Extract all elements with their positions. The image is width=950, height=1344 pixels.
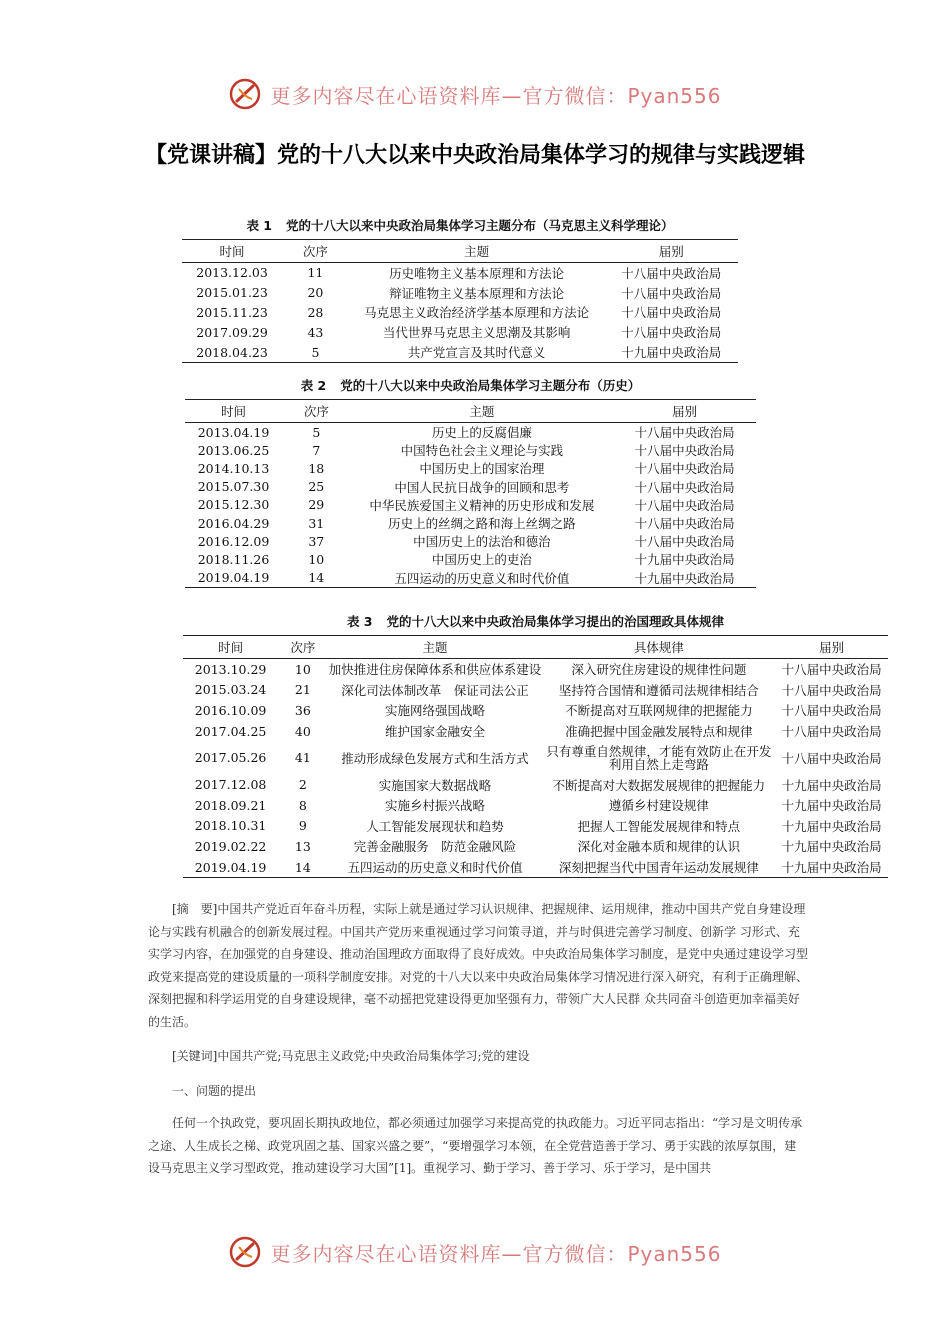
table-row bbox=[182, 283, 738, 303]
cell-term: 十八届中央政治局 bbox=[634, 479, 735, 495]
table-row bbox=[185, 441, 756, 459]
cell-time: 2015.03.24 bbox=[194, 682, 267, 698]
cell-order: 37 bbox=[308, 533, 325, 549]
cell-term: 十九届中央政治局 bbox=[781, 798, 882, 814]
cell-time: 2015.01.23 bbox=[196, 285, 268, 301]
cell-rule: 深化对金融本质和规律的认识 bbox=[577, 839, 741, 855]
table-row bbox=[185, 514, 756, 532]
col-header-order: 次序 bbox=[282, 400, 351, 423]
table-row bbox=[183, 741, 888, 774]
cell-topic: 共产党宣言及其时代意义 bbox=[349, 342, 605, 362]
cell-term: 十八届中央政治局 bbox=[634, 516, 735, 532]
section-1-heading: 一、问题的提出 bbox=[172, 1084, 257, 1098]
cell-topic: 维护国家金融安全 bbox=[385, 724, 486, 740]
table-3-title: 党的十八大以来中央政治局集体学习提出的治国理政具体规律 bbox=[386, 614, 725, 629]
table-header-row bbox=[185, 400, 756, 423]
table-3-caption bbox=[183, 612, 888, 630]
cell-time: 2018.04.23 bbox=[182, 342, 282, 362]
table-row bbox=[183, 816, 888, 837]
cell-term: 十八届中央政治局 bbox=[634, 497, 735, 513]
cell-term: 十八届中央政治局 bbox=[634, 443, 735, 459]
cell-rule: 准确把握中国金融发展特点和规律 bbox=[565, 724, 753, 740]
document-title: 【党课讲稿】党的十八大以来中央政治局集体学习的规律与实践逻辑 bbox=[144, 143, 805, 168]
watermark-text: 更多内容尽在心语资料库—官方微信：Pyan556 bbox=[270, 83, 722, 108]
paragraph bbox=[148, 1112, 808, 1180]
table-row bbox=[183, 659, 888, 680]
cell-time: 2018.09.21 bbox=[194, 797, 267, 813]
cell-term: 十八届中央政治局 bbox=[781, 662, 882, 678]
cell-topic: 实施乡村振兴战略 bbox=[385, 798, 486, 814]
cell-topic: 实施国家大数据战略 bbox=[378, 777, 492, 793]
table-header-row bbox=[183, 636, 888, 659]
cell-term: 十八届中央政治局 bbox=[634, 461, 735, 477]
cell-rule: 不断提高对大数据发展规律的把握能力 bbox=[552, 777, 766, 793]
cell-term: 十八届中央政治局 bbox=[781, 703, 882, 719]
abstract-text: [摘 要]中国共产党近百年奋斗历程，实际上就是通过学习认识规律、把握规律、运用规律，推动中国共产党自身建设理论与实践有机融合的创新发展过程。中国共产党历来重视通过学习问策寻道，并与时俱进完善学习制度、创新学 习形式、充实学习内容，在加强党的自身建设、推动治国理政方面取得了良好成效。中央政治局集体学习制度，是党中央通过建设学习型政党来提高党的建设质量的一项科学制度安排。对党的十八大以来中央政治局集体学习情况进行深入研究，有利于正确理解、深刻把握和科学运用党的自身建设规律，毫不动摇把党建设得更加坚强有力，带领广大人民群 众共同奋斗创造更加幸福美好的生活。 bbox=[148, 902, 809, 1029]
cell-topic: 加快推进住房保障体系和供应体系建设 bbox=[328, 662, 542, 678]
col-header-time: 时间 bbox=[185, 400, 282, 423]
cell-time: 2017.12.08 bbox=[194, 777, 267, 793]
table-2-number: 表 2 bbox=[300, 378, 327, 393]
cell-topic: 历史上的丝绸之路和海上丝绸之路 bbox=[388, 516, 576, 532]
cell-time: 2016.04.29 bbox=[197, 515, 270, 531]
cell-rule: 不断提高对互联网规律的把握能力 bbox=[565, 703, 753, 719]
cell-topic: 中国历史上的国家治理 bbox=[419, 461, 545, 477]
cell-time: 2016.12.09 bbox=[197, 533, 270, 549]
col-header-term: 届别 bbox=[605, 240, 738, 263]
cell-topic: 辩证唯物主义基本原理和方法论 bbox=[389, 285, 565, 301]
watermark-header bbox=[0, 74, 950, 114]
watermark-footer bbox=[0, 1232, 950, 1272]
cell-term: 十八届中央政治局 bbox=[621, 265, 722, 281]
cell-order: 13 bbox=[294, 838, 311, 854]
cell-order: 29 bbox=[308, 497, 325, 513]
cell-time: 2019.02.22 bbox=[194, 838, 267, 854]
cell-time: 2013.12.03 bbox=[196, 265, 268, 281]
table-row bbox=[183, 836, 888, 857]
col-header-rule: 具体规律 bbox=[543, 636, 776, 659]
cell-order: 10 bbox=[294, 661, 311, 677]
cell-time: 2013.10.29 bbox=[194, 661, 267, 677]
cell-term: 十八届中央政治局 bbox=[634, 425, 735, 441]
cell-rule: 只有尊重自然规律，才能有效防止在开发利用自然上走弯路 bbox=[546, 743, 772, 772]
cell-term: 十九届中央政治局 bbox=[781, 818, 882, 834]
cell-rule: 遵循乡村建设规律 bbox=[608, 798, 709, 814]
cell-topic: 深化司法体制改革 保证司法公正 bbox=[341, 682, 529, 698]
table-row bbox=[182, 303, 738, 323]
col-header-topic: 主题 bbox=[349, 240, 605, 263]
cell-order: 14 bbox=[278, 857, 327, 878]
cell-order: 41 bbox=[294, 750, 311, 766]
cell-time: 2015.11.23 bbox=[196, 304, 268, 320]
keywords bbox=[148, 1045, 808, 1068]
col-header-order: 次序 bbox=[278, 636, 327, 659]
cell-order: 21 bbox=[294, 682, 311, 698]
cell-order: 9 bbox=[298, 818, 307, 834]
cell-order: 8 bbox=[298, 797, 307, 813]
table-row bbox=[185, 478, 756, 496]
cell-order: 11 bbox=[307, 265, 324, 281]
cell-topic: 中国历史上的法治和德治 bbox=[413, 534, 551, 550]
table-header-row bbox=[182, 240, 738, 263]
cell-term: 十八届中央政治局 bbox=[621, 285, 722, 301]
cell-term: 十九届中央政治局 bbox=[605, 342, 738, 362]
cell-time: 2015.07.30 bbox=[197, 479, 270, 495]
cell-order: 5 bbox=[312, 424, 321, 440]
cell-time: 2018.10.31 bbox=[194, 818, 267, 834]
table-3 bbox=[183, 612, 888, 878]
col-header-term: 届别 bbox=[775, 636, 888, 659]
cell-order: 7 bbox=[312, 442, 321, 458]
cell-time: 2018.11.26 bbox=[197, 551, 270, 567]
cell-time: 2013.04.19 bbox=[197, 424, 270, 440]
cell-order: 18 bbox=[308, 460, 325, 476]
col-header-order: 次序 bbox=[282, 240, 349, 263]
cell-time: 2017.09.29 bbox=[196, 324, 268, 340]
table-row bbox=[185, 569, 756, 588]
cell-order: 40 bbox=[294, 723, 311, 739]
keywords-text: [关键词]中国共产党;马克思主义政党;中央政治局集体学习;党的建设 bbox=[172, 1049, 530, 1063]
table-row bbox=[183, 795, 888, 816]
cell-rule: 深入研究住房建设的规律性问题 bbox=[571, 662, 747, 678]
cell-term: 十九届中央政治局 bbox=[634, 552, 735, 568]
table-2-grid bbox=[185, 399, 756, 588]
table-row bbox=[185, 550, 756, 568]
cell-term: 十八届中央政治局 bbox=[781, 750, 882, 766]
table-row bbox=[182, 322, 738, 342]
cell-rule: 深刻把握当代中国青年运动发展规律 bbox=[543, 857, 776, 878]
cell-term: 十八届中央政治局 bbox=[621, 305, 722, 321]
cell-order: 31 bbox=[308, 515, 325, 531]
table-1-caption bbox=[182, 216, 738, 234]
col-header-term: 届别 bbox=[613, 400, 756, 423]
col-header-topic: 主题 bbox=[328, 636, 543, 659]
table-1-grid bbox=[182, 239, 738, 363]
cell-term: 十八届中央政治局 bbox=[781, 682, 882, 698]
table-1 bbox=[182, 216, 738, 363]
cell-topic: 五四运动的历史意义和时代价值 bbox=[351, 569, 614, 588]
cell-time: 2013.06.25 bbox=[197, 442, 270, 458]
cell-topic: 当代世界马克思主义思潮及其影响 bbox=[382, 325, 571, 341]
table-row bbox=[183, 680, 888, 701]
col-header-topic: 主题 bbox=[351, 400, 614, 423]
cell-term: 十九届中央政治局 bbox=[781, 777, 882, 793]
cell-topic: 推动形成绿色发展方式和生活方式 bbox=[341, 750, 529, 766]
cell-order: 20 bbox=[307, 285, 324, 301]
abstract bbox=[148, 898, 808, 1033]
table-row bbox=[183, 700, 888, 721]
table-1-number: 表 1 bbox=[246, 218, 273, 233]
cell-order: 25 bbox=[308, 479, 325, 495]
cell-time: 2014.10.13 bbox=[197, 460, 270, 476]
table-row bbox=[182, 263, 738, 283]
cell-term: 十八届中央政治局 bbox=[781, 724, 882, 740]
col-header-time: 时间 bbox=[182, 240, 282, 263]
cell-topic: 中国特色社会主义理论与实践 bbox=[400, 443, 564, 459]
cell-order: 5 bbox=[282, 342, 349, 362]
cell-topic: 人工智能发展现状和趋势 bbox=[366, 818, 504, 834]
table-2 bbox=[185, 376, 756, 588]
cell-order: 14 bbox=[282, 569, 351, 588]
table-row bbox=[185, 532, 756, 550]
cell-term: 十九届中央政治局 bbox=[613, 569, 756, 588]
cell-term: 十九届中央政治局 bbox=[775, 857, 888, 878]
cell-order: 36 bbox=[294, 702, 311, 718]
cell-time: 2019.04.19 bbox=[185, 569, 282, 588]
cell-order: 43 bbox=[307, 324, 324, 340]
table-row bbox=[183, 774, 888, 795]
cell-order: 2 bbox=[298, 777, 307, 793]
logo-icon bbox=[228, 1235, 262, 1269]
cell-topic: 五四运动的历史意义和时代价值 bbox=[328, 857, 543, 878]
table-2-title: 党的十八大以来中央政治局集体学习主题分布（历史） bbox=[340, 378, 641, 393]
cell-time: 2017.05.26 bbox=[194, 750, 267, 766]
cell-term: 十九届中央政治局 bbox=[781, 839, 882, 855]
cell-order: 10 bbox=[308, 551, 325, 567]
table-row bbox=[185, 423, 756, 442]
paragraph-1: 任何一个执政党，要巩固长期执政地位，都必须通过加强学习来提高党的执政能力。习近平同志指出：“学习是文明传承之途、人生成长之梯、政党巩固之基、国家兴盛之要”，“要增强学习本领，在全党营造善于学习、勇于实践的浓厚氛围，建设马克思主义学习型政党，推动建设学习大国”[1]。重视学习、勤于学习、善于学习、乐于学习，是中国共 bbox=[148, 1116, 803, 1175]
cell-topic: 中国历史上的吏治 bbox=[431, 552, 532, 568]
cell-topic: 历史唯物主义基本原理和方法论 bbox=[389, 265, 565, 281]
cell-rule: 坚持符合国情和遵循司法规律相结合 bbox=[558, 682, 759, 698]
cell-rule: 把握人工智能发展规律和特点 bbox=[577, 818, 741, 834]
cell-topic: 马克思主义政治经济学基本原理和方法论 bbox=[364, 305, 590, 321]
table-2-caption bbox=[185, 376, 756, 394]
cell-time: 2017.04.25 bbox=[194, 723, 267, 739]
cell-term: 十八届中央政治局 bbox=[634, 534, 735, 550]
cell-topic: 实施网络强国战略 bbox=[385, 703, 486, 719]
cell-topic: 历史上的反腐倡廉 bbox=[431, 425, 532, 441]
section-heading bbox=[148, 1080, 808, 1103]
logo-icon bbox=[228, 77, 262, 111]
cell-order: 28 bbox=[307, 304, 324, 320]
col-header-time: 时间 bbox=[183, 636, 278, 659]
table-row bbox=[185, 496, 756, 514]
table-row bbox=[183, 857, 888, 878]
table-row bbox=[185, 459, 756, 477]
cell-topic: 中华民族爱国主义精神的历史形成和发展 bbox=[369, 497, 595, 513]
cell-topic: 中国人民抗日战争的回顾和思考 bbox=[394, 479, 570, 495]
cell-time: 2019.04.19 bbox=[183, 857, 278, 878]
table-row bbox=[183, 721, 888, 742]
table-1-title: 党的十八大以来中央政治局集体学习主题分布（马克思主义科学理论） bbox=[286, 218, 674, 233]
cell-time: 2016.10.09 bbox=[194, 702, 267, 718]
cell-topic: 完善金融服务 防范金融风险 bbox=[353, 839, 517, 855]
watermark-text: 更多内容尽在心语资料库—官方微信：Pyan556 bbox=[270, 1241, 722, 1266]
table-3-number: 表 3 bbox=[346, 614, 373, 629]
table-row bbox=[182, 342, 738, 362]
cell-time: 2015.12.30 bbox=[197, 497, 270, 513]
cell-term: 十八届中央政治局 bbox=[621, 325, 722, 341]
table-3-grid bbox=[183, 635, 888, 878]
